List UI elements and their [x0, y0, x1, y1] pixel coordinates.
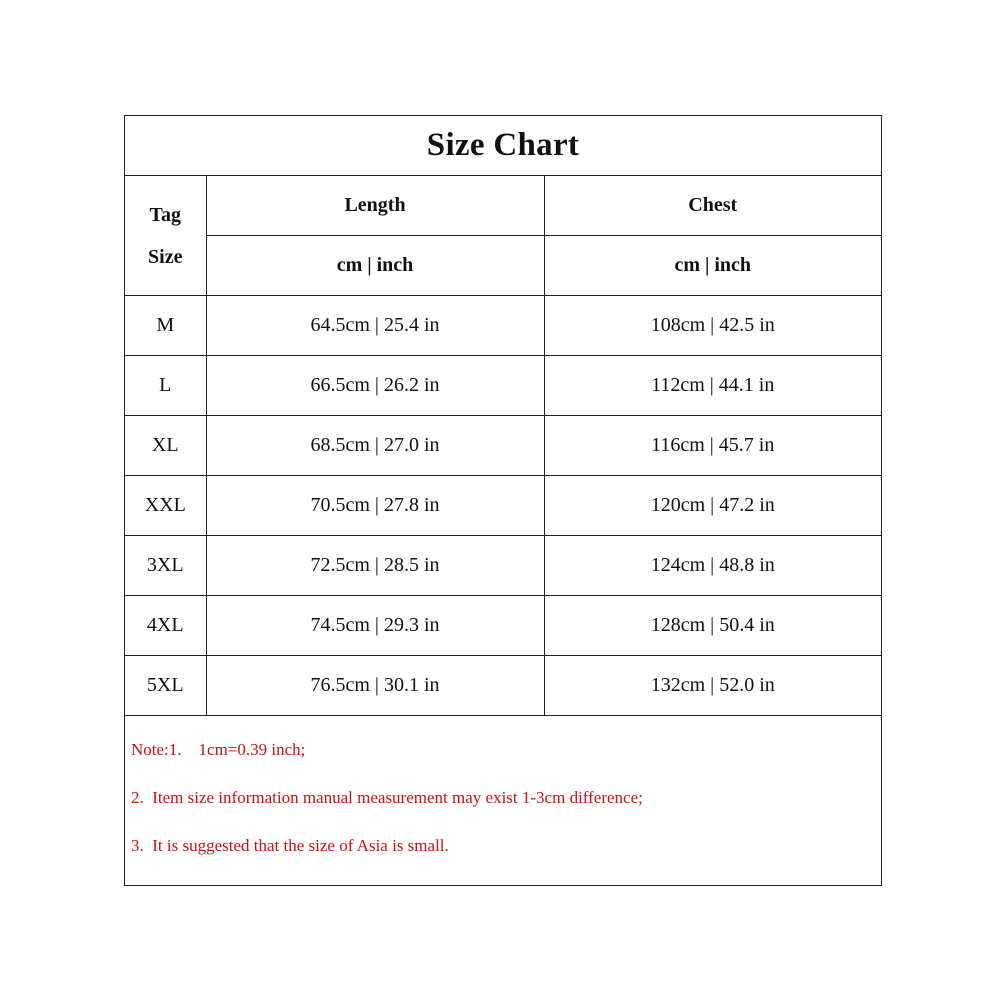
length-cell: 68.5cm | 27.0 in — [206, 416, 544, 476]
length-cell: 76.5cm | 30.1 in — [206, 656, 544, 716]
unit-row — [125, 236, 881, 296]
table-row — [125, 656, 881, 716]
size-cell: 5XL — [125, 656, 206, 716]
chest-cell: 132cm | 52.0 in — [544, 656, 881, 716]
table-row — [125, 416, 881, 476]
size-header-label: Size — [148, 245, 183, 268]
note-line: Note:1. 1cm=0.39 inch; — [131, 740, 306, 759]
notes-section — [125, 716, 881, 878]
chest-cell: 108cm | 42.5 in — [544, 296, 881, 356]
table-row — [125, 356, 881, 416]
size-cell: XL — [125, 416, 206, 476]
header-row — [125, 176, 881, 236]
tag-size-header — [125, 176, 206, 296]
chest-unit-header: cm | inch — [544, 236, 881, 296]
size-chart — [124, 115, 882, 886]
size-cell: 3XL — [125, 536, 206, 596]
chest-cell: 124cm | 48.8 in — [544, 536, 881, 596]
length-cell: 72.5cm | 28.5 in — [206, 536, 544, 596]
table-row — [125, 596, 881, 656]
size-table — [125, 116, 881, 716]
tag-header-label: Tag — [149, 203, 181, 226]
table-row — [125, 296, 881, 356]
length-cell: 70.5cm | 27.8 in — [206, 476, 544, 536]
chest-cell: 120cm | 47.2 in — [544, 476, 881, 536]
length-cell: 74.5cm | 29.3 in — [206, 596, 544, 656]
chest-header: Chest — [544, 176, 881, 236]
length-cell: 66.5cm | 26.2 in — [206, 356, 544, 416]
length-header: Length — [206, 176, 544, 236]
chest-cell: 116cm | 45.7 in — [544, 416, 881, 476]
chest-cell: 112cm | 44.1 in — [544, 356, 881, 416]
note-line: 2. Item size information manual measurement may exist 1-3cm difference; — [131, 788, 643, 807]
title-row — [125, 116, 881, 176]
size-cell: L — [125, 356, 206, 416]
chest-cell: 128cm | 50.4 in — [544, 596, 881, 656]
length-unit-header: cm | inch — [206, 236, 544, 296]
size-cell: M — [125, 296, 206, 356]
chart-title: Size Chart — [125, 116, 881, 176]
note-line: 3. It is suggested that the size of Asia is small. — [131, 836, 449, 855]
length-cell: 64.5cm | 25.4 in — [206, 296, 544, 356]
size-cell: XXL — [125, 476, 206, 536]
table-row — [125, 536, 881, 596]
table-row — [125, 476, 881, 536]
size-cell: 4XL — [125, 596, 206, 656]
